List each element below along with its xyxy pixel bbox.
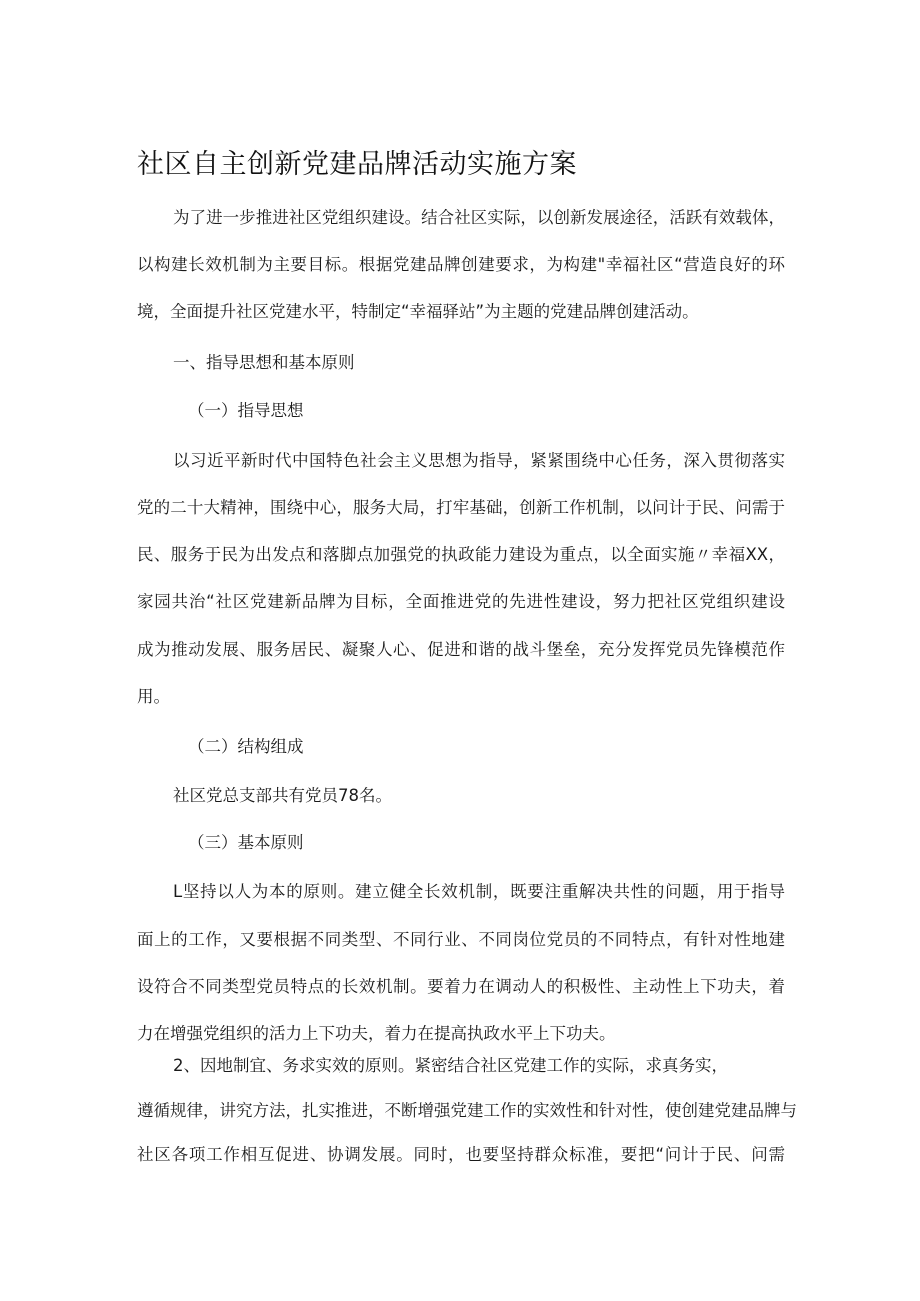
paragraph-line: L坚持以人为本的原则。建立健全长效机制，既要注重解决共性的问题，用于指导 — [173, 882, 785, 901]
intro-line: 境，全面提升社区党建水平，特制定“幸福驿站”为主题的党建品牌创建活动。 — [137, 302, 699, 321]
paragraph-line: 遵循规律，讲究方法，扎实推进，不断增强党建工作的实效性和针对性，使创建党建品牌与 — [137, 1101, 797, 1120]
paragraph-line: 力在增强党组织的活力上下功夫，着力在提高执政水平上下功夫。 — [137, 1024, 616, 1043]
paragraph-line: 2、因地制宜、务求实效的原则。紧密结合社区党建工作的实际，求真务实， — [173, 1056, 728, 1075]
subsection-heading: （二）结构组成 — [188, 737, 304, 756]
paragraph-line: 家园共治“社区党建新品牌为目标，全面推进党的先进性建设，努力把社区党组织建设 — [137, 592, 785, 611]
paragraph-line: 党的二十大精神，围绕中心，服务大局，打牢基础，创新工作机制，以问计于民、问需于 — [137, 498, 785, 517]
paragraph-line: 面上的工作，又要根据不同类型、不同行业、不同岗位党员的不同特点，有针对性地建 — [137, 930, 785, 949]
intro-line: 以构建长效机制为主要目标。根据党建品牌创建要求，为构建"幸福社区“营造良好的环 — [137, 255, 785, 274]
document-title: 社区自主创新党建品牌活动实施方案 — [137, 149, 577, 180]
paragraph-line: 用。 — [137, 687, 170, 706]
subsection-heading: （三）基本原则 — [188, 833, 304, 852]
paragraph-line: 社区党总支部共有党员78名。 — [173, 786, 392, 805]
intro-line: 为了进一步推进社区党组织建设。结合社区实际，以创新发展途径，活跃有效载体， — [173, 208, 785, 227]
paragraph-line: 成为推动发展、服务居民、凝聚人心、促进和谐的战斗堡垒，充分发挥党员先锋模范作 — [137, 640, 785, 659]
paragraph-line: 以习近平新时代中国特色社会主义思想为指导，紧紧围绕中心任务，深入贯彻落实 — [173, 451, 785, 470]
paragraph-line: 民、服务于民为出发点和落脚点加强党的执政能力建设为重点，以全面实施〃幸福XX， — [137, 545, 785, 564]
section-heading: 一、指导思想和基本原则 — [173, 353, 355, 372]
paragraph-line: 社区各项工作相互促进、协调发展。同时，也要坚持群众标准，要把“问计于民、问需 — [137, 1145, 785, 1164]
paragraph-line: 设符合不同类型党员特点的长效机制。要着力在调动人的积极性、主动性上下功夫，着 — [137, 977, 785, 996]
subsection-heading: （一）指导思想 — [188, 401, 304, 420]
